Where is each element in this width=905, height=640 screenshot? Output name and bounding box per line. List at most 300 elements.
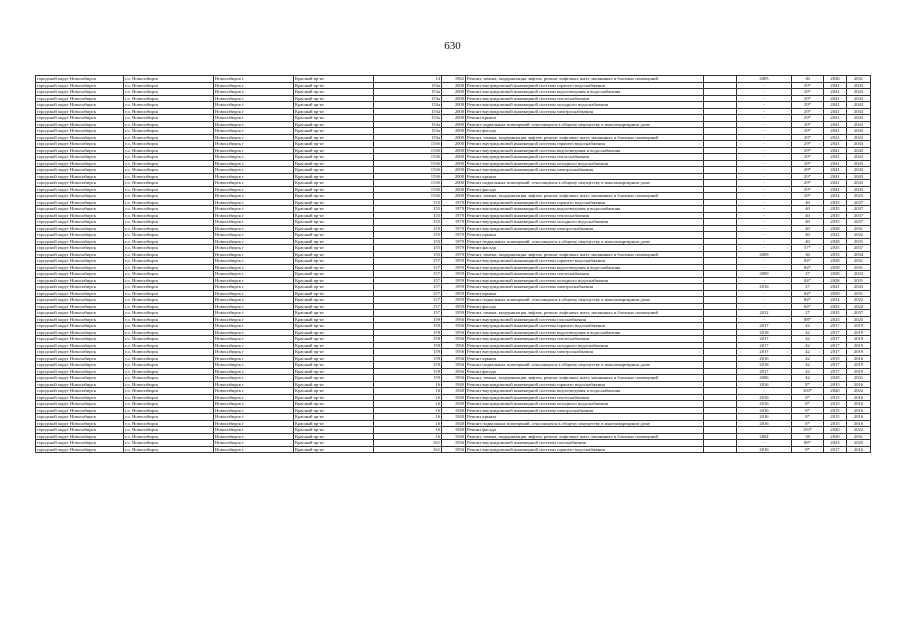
cell-house: 153б	[374, 186, 442, 193]
cell-street: Красный пр-кт	[294, 89, 374, 96]
cell-year: 1979	[442, 238, 466, 245]
cell-city: Новосибирск г	[214, 303, 294, 310]
cell-year_from: 2029	[824, 375, 847, 382]
cell-district: городской округ Новосибирск	[36, 368, 124, 375]
cell-work: Ремонт внутридомовой инженерной системы электроснабжения	[466, 284, 704, 291]
cell-city: Новосибирск г	[214, 193, 294, 200]
cell-year: 1962	[442, 76, 466, 83]
cell-house: 159	[374, 329, 442, 336]
cell-year_to: 2043	[847, 154, 871, 161]
cell-street: Красный пр-кт	[294, 206, 374, 213]
cell-year_to: 2031	[847, 375, 871, 382]
cell-settlement: г.о. Новосибирск	[124, 362, 214, 369]
cell-house: 159	[374, 362, 442, 369]
cell-period: 40	[792, 232, 824, 239]
cell-year: 2000	[442, 180, 466, 187]
cell-street: Красный пр-кт	[294, 102, 374, 109]
cell-period: 29*	[792, 82, 824, 89]
cell-street: Красный пр-кт	[294, 232, 374, 239]
cell-last_year: 2017	[737, 342, 792, 349]
cell-street: Красный пр-кт	[294, 95, 374, 102]
cell-house: 157	[374, 258, 442, 265]
cell-house: 16	[374, 427, 442, 434]
cell-district: городской округ Новосибирск	[36, 388, 124, 395]
cell-year_from: 2020	[824, 427, 847, 434]
cell-street: Красный пр-кт	[294, 134, 374, 141]
cell-year: 1956	[442, 368, 466, 375]
cell-street: Красный пр-кт	[294, 245, 374, 252]
cell-work: Ремонт фасада	[466, 303, 704, 310]
cell-work: Ремонт крыши	[466, 290, 704, 297]
cell-year_to: 2033	[847, 271, 871, 278]
cell-house: 157	[374, 303, 442, 310]
cell-year_from: 2041	[824, 160, 847, 167]
cell-year: 1979	[442, 219, 466, 226]
cell-settlement: г.о. Новосибирск	[124, 167, 214, 174]
cell-house: 153б	[374, 167, 442, 174]
cell-settlement: г.о. Новосибирск	[124, 121, 214, 128]
cell-house: 155	[374, 225, 442, 232]
cell-work: Ремонт внутридомовой инженерной системы водоотведения и водоснабжения	[466, 388, 704, 395]
cell-year: 1940	[442, 420, 466, 427]
cell-year_to: 2037	[847, 219, 871, 226]
cell-year_from: 2017	[824, 342, 847, 349]
cell-city: Новосибирск г	[214, 134, 294, 141]
cell-year_from: 2041	[824, 128, 847, 135]
cell-work: Ремонт, замена, модернизация лифтов, ремонт лифтовых шахт, машинных и блочных помещений	[466, 310, 704, 317]
cell-street: Красный пр-кт	[294, 440, 374, 447]
cell-work: Ремонт крыши	[466, 414, 704, 421]
cell-year_from: 2022	[824, 193, 847, 200]
cell-house: 159	[374, 375, 442, 382]
cell-year_to: 2019	[847, 349, 871, 356]
cell-city: Новосибирск г	[214, 388, 294, 395]
cell-work: Ремонт внутридомовой инженерной системы холодного водоснабжения	[466, 401, 704, 408]
cell-year_from: 2023	[824, 303, 847, 310]
cell-year: 1940	[442, 394, 466, 401]
cell-year: 2000	[442, 102, 466, 109]
cell-year: 1940	[442, 381, 466, 388]
cell-last_year: 2017	[737, 323, 792, 330]
cell-district: городской округ Новосибирск	[36, 446, 124, 453]
cell-last_year: -	[737, 193, 792, 200]
cell-last_year: 2016	[737, 381, 792, 388]
cell-period: 29*	[792, 95, 824, 102]
cell-street: Красный пр-кт	[294, 329, 374, 336]
cell-last_year: -	[737, 212, 792, 219]
cell-year_from: 2033	[824, 251, 847, 258]
cell-house: 159	[374, 323, 442, 330]
cell-city: Новосибирск г	[214, 355, 294, 362]
cell-year: 1956	[442, 362, 466, 369]
cell-year: 1959	[442, 264, 466, 271]
cell-period: 29*	[792, 102, 824, 109]
cell-year_from: 2028	[824, 277, 847, 284]
cell-work: Ремонт фасада	[466, 128, 704, 135]
cell-last_year: 2016	[737, 414, 792, 421]
cell-year_to: 2016	[847, 446, 871, 453]
cell-year: 1959	[442, 277, 466, 284]
cell-year: 1959	[442, 290, 466, 297]
cell-house: 155	[374, 219, 442, 226]
cell-city: Новосибирск г	[214, 121, 294, 128]
cell-settlement: г.о. Новосибирск	[124, 401, 214, 408]
cell-year_to: 2043	[847, 121, 871, 128]
cell-year: 1956	[442, 342, 466, 349]
cell-period: 84*	[792, 277, 824, 284]
cell-settlement: г.о. Новосибирск	[124, 225, 214, 232]
cell-city: Новосибирск г	[214, 173, 294, 180]
cell-street: Красный пр-кт	[294, 199, 374, 206]
cell-period: 42	[792, 375, 824, 382]
cell-city: Новосибирск г	[214, 394, 294, 401]
cell-period: 42	[792, 336, 824, 343]
cell-settlement: г.о. Новосибирск	[124, 102, 214, 109]
cell-work: Ремонт подвальных помещений, относящихся к общему имуществу в многоквартирном доме	[466, 297, 704, 304]
cell-work: Ремонт внутридомовой инженерной системы теплоснабжения	[466, 95, 704, 102]
cell-house: 153а	[374, 115, 442, 122]
cell-house: 153б	[374, 141, 442, 148]
cell-work: Ремонт внутридомовой инженерной системы водоотведения и водоснабжения	[466, 206, 704, 213]
cell-work: Ремонт внутридомовой инженерной системы электроснабжения	[466, 349, 704, 356]
cell-city: Новосибирск г	[214, 368, 294, 375]
cell-district: городской округ Новосибирск	[36, 355, 124, 362]
cell-year: 1940	[442, 407, 466, 414]
cell-year_to: 2037	[847, 310, 871, 317]
cell-year: 2000	[442, 160, 466, 167]
cell-last_year: -	[737, 95, 792, 102]
cell-work: Ремонт внутридомовой инженерной системы холодного водоснабжения	[466, 219, 704, 226]
cell-city: Новосибирск г	[214, 427, 294, 434]
cell-city: Новосибирск г	[214, 167, 294, 174]
cell-settlement: г.о. Новосибирск	[124, 394, 214, 401]
cell-year: 1956	[442, 329, 466, 336]
cell-house: 153б	[374, 180, 442, 187]
cell-house: 159	[374, 355, 442, 362]
cell-settlement: г.о. Новосибирск	[124, 95, 214, 102]
cell-settlement: г.о. Новосибирск	[124, 349, 214, 356]
cell-city: Новосибирск г	[214, 180, 294, 187]
cell-settlement: г.о. Новосибирск	[124, 108, 214, 115]
cell-settlement: г.о. Новосибирск	[124, 76, 214, 83]
cell-settlement: г.о. Новосибирск	[124, 219, 214, 226]
cell-period: 29*	[792, 141, 824, 148]
cell-year: 1940	[442, 401, 466, 408]
cell-city: Новосибирск г	[214, 414, 294, 421]
cell-year_from: 2035	[824, 212, 847, 219]
cell-year_to: 2031	[847, 258, 871, 265]
cell-district: городской округ Новосибирск	[36, 102, 124, 109]
cell-year_from: 2041	[824, 121, 847, 128]
cell-settlement: г.о. Новосибирск	[124, 238, 214, 245]
cell-year_from: 2029	[824, 433, 847, 440]
cell-year: 2000	[442, 108, 466, 115]
cell-work: Ремонт внутридомовой инженерной системы горячего водоснабжения	[466, 199, 704, 206]
cell-city: Новосибирск г	[214, 89, 294, 96]
cell-district: городской округ Новосибирск	[36, 433, 124, 440]
cell-street: Красный пр-кт	[294, 154, 374, 161]
cell-street: Красный пр-кт	[294, 76, 374, 83]
cell-year_to: 2016	[847, 401, 871, 408]
cell-year_to: 2016	[847, 381, 871, 388]
cell-city: Новосибирск г	[214, 342, 294, 349]
cell-house: 16	[374, 381, 442, 388]
cell-settlement: г.о. Новосибирск	[124, 271, 214, 278]
cell-last_year: 2016	[737, 284, 792, 291]
cell-street: Красный пр-кт	[294, 323, 374, 330]
cell-street: Красный пр-кт	[294, 141, 374, 148]
cell-city: Новосибирск г	[214, 316, 294, 323]
cell-year_to: 2031	[847, 277, 871, 284]
cell-settlement: г.о. Новосибирск	[124, 342, 214, 349]
cell-year_to: 2016	[847, 414, 871, 421]
cell-year: 2000	[442, 147, 466, 154]
cell-city: Новосибирск г	[214, 401, 294, 408]
cell-period: 30	[792, 251, 824, 258]
cell-district: городской округ Новосибирск	[36, 407, 124, 414]
cell-street: Красный пр-кт	[294, 303, 374, 310]
cell-period: 84*	[792, 264, 824, 271]
cell-year_from: 2020	[824, 388, 847, 395]
cell-year: 1956	[442, 336, 466, 343]
cell-city: Новосибирск г	[214, 76, 294, 83]
cell-year_to: 2043	[847, 173, 871, 180]
cell-year: 1956	[442, 375, 466, 382]
cell-last_year: -	[737, 173, 792, 180]
cell-street: Красный пр-кт	[294, 349, 374, 356]
cell-year: 2000	[442, 95, 466, 102]
cell-district: городской округ Новосибирск	[36, 206, 124, 213]
cell-street: Красный пр-кт	[294, 433, 374, 440]
cell-street: Красный пр-кт	[294, 310, 374, 317]
cell-street: Красный пр-кт	[294, 407, 374, 414]
cell-settlement: г.о. Новосибирск	[124, 147, 214, 154]
cell-street: Красный пр-кт	[294, 173, 374, 180]
cell-street: Красный пр-кт	[294, 271, 374, 278]
cell-period: 30	[792, 76, 824, 83]
cell-work: Ремонт внутридомовой инженерной системы газоснабжения	[466, 316, 704, 323]
cell-year_from: 2035	[824, 206, 847, 213]
cell-work: Ремонт, замена, модернизация лифтов, ремонт лифтовых шахт, машинных и блочных помещений	[466, 251, 704, 258]
cell-work: Ремонт внутридомовой инженерной системы холодного водоснабжения	[466, 277, 704, 284]
cell-city: Новосибирск г	[214, 271, 294, 278]
cell-street: Красный пр-кт	[294, 82, 374, 89]
cell-last_year: -	[737, 225, 792, 232]
cell-year_to: 2043	[847, 141, 871, 148]
cell-street: Красный пр-кт	[294, 128, 374, 135]
cell-house: 153а	[374, 134, 442, 141]
cell-year_from: 2035	[824, 219, 847, 226]
cell-period: 88*	[792, 440, 824, 447]
cell-last_year: -	[737, 115, 792, 122]
cell-settlement: г.о. Новосибирск	[124, 154, 214, 161]
cell-year: 2000	[442, 134, 466, 141]
cell-district: городской округ Новосибирск	[36, 225, 124, 232]
cell-settlement: г.о. Новосибирск	[124, 206, 214, 213]
cell-district: городской округ Новосибирск	[36, 284, 124, 291]
cell-year: 1959	[442, 258, 466, 265]
cell-house: 153б	[374, 147, 442, 154]
cell-city: Новосибирск г	[214, 420, 294, 427]
cell-work: Ремонт внутридомовой инженерной системы водоотведения и водоснабжения	[466, 329, 704, 336]
cell-work: Ремонт фасада	[466, 186, 704, 193]
cell-house: 161	[374, 440, 442, 447]
cell-city: Новосибирск г	[214, 102, 294, 109]
cell-street: Красный пр-кт	[294, 284, 374, 291]
cell-last_year: -	[737, 82, 792, 89]
cell-last_year: 2016	[737, 394, 792, 401]
cell-year: 1940	[442, 433, 466, 440]
cell-year_from: 2041	[824, 154, 847, 161]
cell-period: 29*	[792, 193, 824, 200]
cell-year: 1956	[442, 323, 466, 330]
cell-district: городской округ Новосибирск	[36, 115, 124, 122]
cell-city: Новосибирск г	[214, 446, 294, 453]
cell-period: 84*	[792, 290, 824, 297]
cell-house: 16	[374, 388, 442, 395]
cell-work: Ремонт подвальных помещений, относящихся к общему имуществу в многоквартирном доме	[466, 362, 704, 369]
cell-district: городской округ Новосибирск	[36, 128, 124, 135]
cell-year: 1956	[442, 440, 466, 447]
cell-year: 1979	[442, 212, 466, 219]
cell-year_to: 2043	[847, 82, 871, 89]
cell-city: Новосибирск г	[214, 245, 294, 252]
cell-last_year: -	[737, 206, 792, 213]
cell-year: 2000	[442, 186, 466, 193]
cell-year_from: 2041	[824, 95, 847, 102]
cell-city: Новосибирск г	[214, 440, 294, 447]
table-row	[36, 446, 871, 453]
cell-settlement: г.о. Новосибирск	[124, 336, 214, 343]
cell-year: 1959	[442, 297, 466, 304]
cell-street: Красный пр-кт	[294, 212, 374, 219]
cell-year_to: 2025	[847, 440, 871, 447]
cell-year_from: 2041	[824, 108, 847, 115]
cell-city: Новосибирск г	[214, 284, 294, 291]
cell-year_from: 2041	[824, 284, 847, 291]
cell-street: Красный пр-кт	[294, 427, 374, 434]
cell-house: 153б	[374, 173, 442, 180]
cell-period: 8*	[792, 446, 824, 453]
cell-period: 27	[792, 271, 824, 278]
cell-house: 14	[374, 76, 442, 83]
cell-district: городской округ Новосибирск	[36, 349, 124, 356]
cell-work: Ремонт внутридомовой инженерной системы горячего водоснабжения	[466, 446, 704, 453]
cell-year_from: 2017	[824, 349, 847, 356]
cell-city: Новосибирск г	[214, 336, 294, 343]
cell-street: Красный пр-кт	[294, 368, 374, 375]
cell-year_from: 2022	[824, 297, 847, 304]
cell-work: Ремонт внутридомовой инженерной системы электроснабжения	[466, 167, 704, 174]
cell-city: Новосибирск г	[214, 258, 294, 265]
cell-period: 29*	[792, 173, 824, 180]
cell-work: Ремонт внутридомовой инженерной системы водоотведения и водоснабжения	[466, 89, 704, 96]
cell-last_year: 2017	[737, 336, 792, 343]
cell-street: Красный пр-кт	[294, 420, 374, 427]
cell-work: Ремонт внутридомовой инженерной системы теплоснабжения	[466, 394, 704, 401]
cell-house: 153б	[374, 154, 442, 161]
cell-last_year: 2017	[737, 349, 792, 356]
cell-year_to: 2043	[847, 95, 871, 102]
cell-year_to: 2043	[847, 180, 871, 187]
cell-last_year: -	[737, 147, 792, 154]
cell-work: Ремонт крыши	[466, 115, 704, 122]
cell-year: 2000	[442, 89, 466, 96]
cell-year_from: 2041	[824, 173, 847, 180]
cell-work: Ремонт внутридомовой инженерной системы теплоснабжения	[466, 336, 704, 343]
cell-street: Красный пр-кт	[294, 147, 374, 154]
cell-district: городской округ Новосибирск	[36, 303, 124, 310]
cell-period: 40	[792, 238, 824, 245]
cell-year: 1956	[442, 349, 466, 356]
cell-year: 2000	[442, 173, 466, 180]
cell-last_year: -	[737, 219, 792, 226]
cell-year: 1979	[442, 206, 466, 213]
cell-street: Красный пр-кт	[294, 414, 374, 421]
cell-last_year: -	[737, 199, 792, 206]
cell-street: Красный пр-кт	[294, 225, 374, 232]
cell-district: городской округ Новосибирск	[36, 76, 124, 83]
cell-year: 2000	[442, 141, 466, 148]
cell-year: 2000	[442, 82, 466, 89]
cell-year_from: 2028	[824, 264, 847, 271]
cell-last_year: -	[737, 121, 792, 128]
cell-house: 159	[374, 368, 442, 375]
cell-city: Новосибирск г	[214, 232, 294, 239]
cell-house: 16	[374, 433, 442, 440]
cell-year_from: 2041	[824, 115, 847, 122]
cell-house: 153б	[374, 160, 442, 167]
cell-last_year: 2006	[737, 375, 792, 382]
cell-work: Ремонт внутридомовой инженерной системы горячего водоснабжения	[466, 258, 704, 265]
cell-last_year: 2016	[737, 420, 792, 427]
cell-district: городской округ Новосибирск	[36, 82, 124, 89]
cell-period: 40	[792, 206, 824, 213]
cell-settlement: г.о. Новосибирск	[124, 128, 214, 135]
cell-year_from: 2015	[824, 381, 847, 388]
cell-district: городской округ Новосибирск	[36, 251, 124, 258]
cell-district: городской округ Новосибирск	[36, 89, 124, 96]
cell-year_from: 2028	[824, 238, 847, 245]
cell-city: Новосибирск г	[214, 147, 294, 154]
cell-house: 159	[374, 349, 442, 356]
cell-work: Ремонт внутридомовой инженерной системы холодного водоснабжения	[466, 160, 704, 167]
cell-period: 40	[792, 219, 824, 226]
cell-year_to: 2022	[847, 303, 871, 310]
cell-work: Ремонт внутридомовой инженерной системы холодного водоснабжения	[466, 102, 704, 109]
cell-work: Ремонт подвальных помещений, относящихся к общему имуществу в многоквартирном доме	[466, 180, 704, 187]
cell-district: городской округ Новосибирск	[36, 95, 124, 102]
cell-district: городской округ Новосибирск	[36, 154, 124, 161]
cell-year_to: 2043	[847, 284, 871, 291]
cell-street: Красный пр-кт	[294, 160, 374, 167]
cell-city: Новосибирск г	[214, 199, 294, 206]
cell-work: Ремонт подвальных помещений, относящихся к общему имуществу в многоквартирном доме	[466, 121, 704, 128]
cell-year: 1940	[442, 388, 466, 395]
cell-city: Новосибирск г	[214, 277, 294, 284]
cell-last_year: 2016	[737, 446, 792, 453]
cell-year_from: 2041	[824, 180, 847, 187]
cell-last_year: -	[737, 141, 792, 148]
cell-street: Красный пр-кт	[294, 446, 374, 453]
cell-period: 8*	[792, 420, 824, 427]
cell-house: 153б	[374, 193, 442, 200]
cell-year_to: 2043	[847, 102, 871, 109]
cell-period: 29*	[792, 154, 824, 161]
cell-last_year: -	[737, 134, 792, 141]
cell-city: Новосибирск г	[214, 297, 294, 304]
cell-district: городской округ Новосибирск	[36, 199, 124, 206]
